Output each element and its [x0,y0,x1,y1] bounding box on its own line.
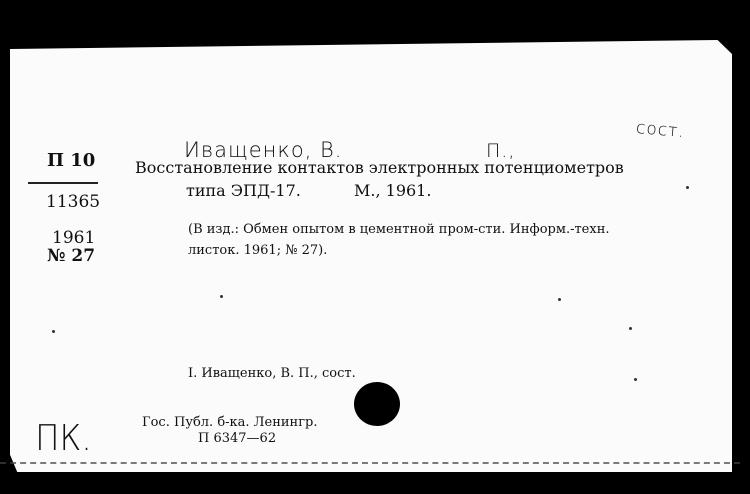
tracing-line: I. Иващенко, В. П., сост. [188,366,356,381]
class-mark: П 10 [47,150,96,171]
shelf-divider [28,182,98,184]
speck [629,327,632,330]
handwritten-role: сост. [635,117,686,143]
handwritten-mark: ПК. [35,418,92,459]
speck [220,295,223,298]
entry-imprint: М., 1961. [354,181,432,200]
entry-note-line1: (В изд.: Обмен опытом в цементной пром-сти. Информ.-техн. [188,222,610,237]
punch-hole [354,382,400,426]
library-code: П 6347—62 [198,431,277,446]
speck [634,378,637,381]
entry-title-line2: типа ЭПД-17. [186,181,301,200]
speck [558,298,561,301]
library-name: Гос. Публ. б-ка. Ленингр. [142,415,318,430]
shelf-number: 11365 [46,192,101,212]
card-bottom-edge [0,462,740,466]
entry-note-line2: листок. 1961; № 27). [188,243,328,258]
speck [686,186,689,189]
entry-title-line1 [135,158,624,177]
shelf-year: 1961 [52,228,96,248]
handwritten-initial: П., [486,140,516,162]
shelf-issue: № 27 [47,246,96,266]
speck [52,330,55,333]
entry-title-text: Восстановление контактов электронных потенциометров [135,158,624,177]
handwritten-author: Иващенко, В. [184,138,343,162]
